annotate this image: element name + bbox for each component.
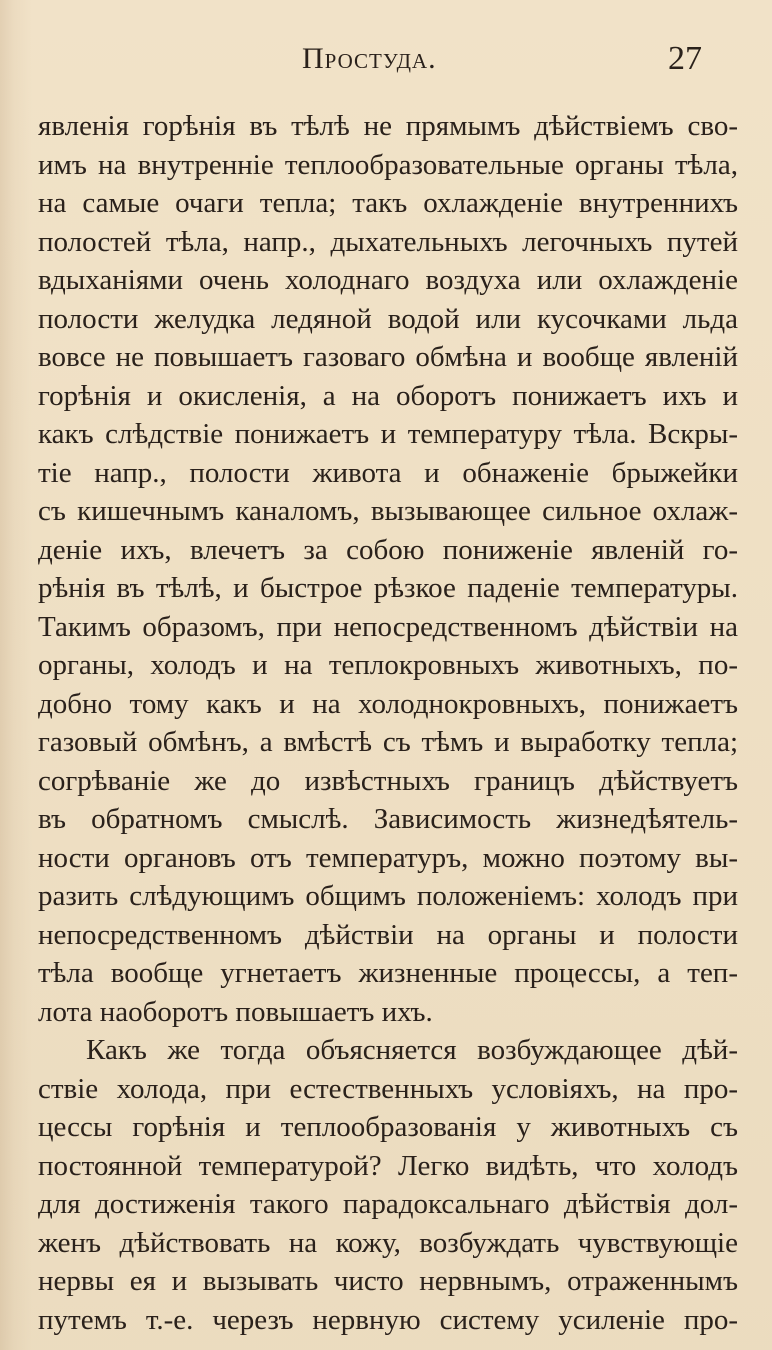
text-line: полостей тѣла, напр., дыхательныхъ легочныхъ путей bbox=[38, 225, 738, 258]
text-line: Какъ же тогда объясняется возбуждающее дѣй- bbox=[86, 1034, 738, 1066]
text-line: на самые очаги тепла; такъ охлажденіе внутреннихъ bbox=[38, 187, 738, 219]
text-line: горѣнія и окисленія, а на оборотъ понижаетъ ихъ и bbox=[38, 379, 738, 412]
text-line: вдыханіями очень холоднаго воздуха или охлажденіе bbox=[38, 264, 738, 296]
text-line: добно тому какъ и на холоднокровныхъ, понижаетъ bbox=[38, 687, 738, 720]
text-line: явленія горѣнія въ тѣлѣ не прямымъ дѣйствіемъ сво- bbox=[38, 110, 738, 142]
text-line: согрѣваніе же до извѣстныхъ границъ дѣйствуетъ bbox=[38, 764, 738, 797]
text-line: какъ слѣдствіе понижаетъ и температуру тѣла. Вскры- bbox=[38, 418, 738, 450]
text-line: женъ дѣйствовать на кожу, возбуждать чувствующіе bbox=[38, 1226, 738, 1259]
text-line: разить слѣдующимъ общимъ положеніемъ: холодъ при bbox=[38, 880, 738, 912]
page-header bbox=[0, 41, 772, 81]
text-line: имъ на внутренніе теплообразовательные органы тѣла, bbox=[38, 148, 738, 181]
page-number: 27 bbox=[668, 40, 702, 77]
text-line: путемъ т.-е. черезъ нервную систему усиленіе про- bbox=[38, 1303, 738, 1336]
text-line: деніе ихъ, влечетъ за собою пониженіе явленій го- bbox=[38, 533, 738, 566]
text-line: ствіе холода, при естественныхъ условіяхъ, на про- bbox=[38, 1072, 738, 1105]
text-line: для достиженія такого парадоксальнаго дѣйствія дол- bbox=[38, 1188, 738, 1220]
text-line: съ кишечнымъ каналомъ, вызывающее сильное охлаж- bbox=[38, 495, 738, 527]
text-line: цессы горѣнія и теплообразованія у животныхъ съ bbox=[38, 1111, 738, 1143]
text-line: нервы ея и вызывать чисто нервнымъ, отраженнымъ bbox=[38, 1265, 738, 1297]
text-line: лота наоборотъ повышаетъ ихъ. bbox=[38, 995, 433, 1028]
text-line: газовый обмѣнъ, а вмѣстѣ съ тѣмъ и выработку тепла; bbox=[38, 726, 738, 758]
body-text bbox=[38, 107, 738, 1339]
text-line: полости желудка ледяной водой или кусочками льда bbox=[38, 302, 738, 335]
text-line: постоянной температурой? Легко видѣть, что холодъ bbox=[38, 1149, 738, 1182]
text-line: въ обратномъ смыслѣ. Зависимость жизнедѣятель- bbox=[38, 803, 738, 835]
text-line: рѣнія въ тѣлѣ, и быстрое рѣзкое паденіе температуры. bbox=[38, 572, 738, 604]
text-line: тѣла вообще угнетаетъ жизненные процессы, а теп- bbox=[38, 957, 738, 989]
running-title: Простуда. bbox=[302, 42, 437, 75]
text-line: Такимъ образомъ, при непосредственномъ дѣйствіи на bbox=[38, 610, 738, 643]
text-line: ности органовъ отъ температуръ, можно поэтому вы- bbox=[38, 841, 738, 874]
text-line: органы, холодъ и на теплокровныхъ животныхъ, по- bbox=[38, 649, 738, 681]
text-line: непосредственномъ дѣйствіи на органы и полости bbox=[38, 918, 738, 951]
text-line: тіе напр., полости живота и обнаженіе брыжейки bbox=[38, 456, 738, 489]
text-line: вовсе не повышаетъ газоваго обмѣна и вообще явленій bbox=[38, 341, 738, 373]
